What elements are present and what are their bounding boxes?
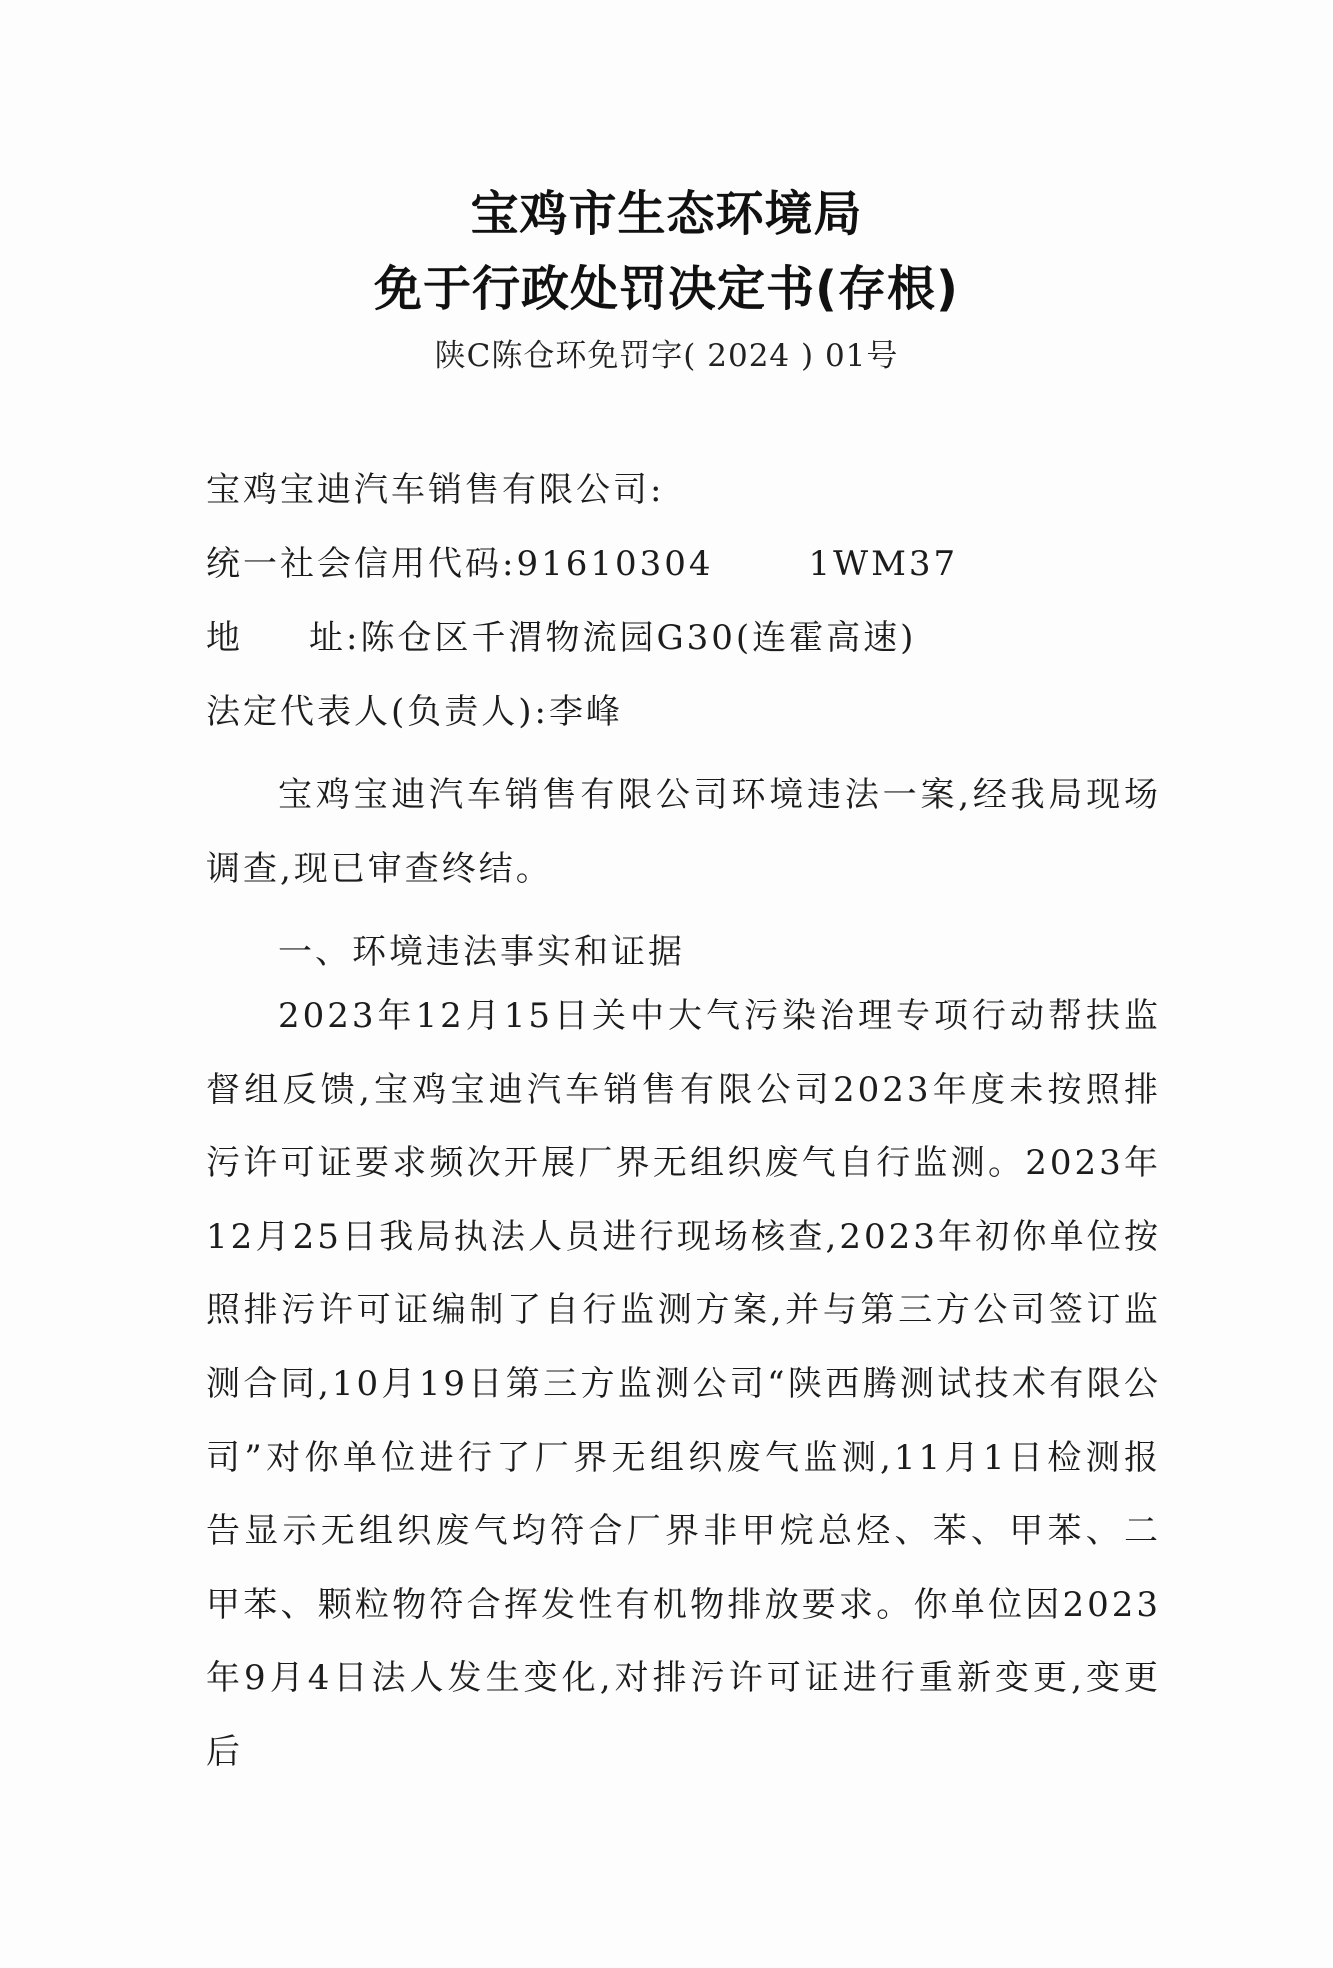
document-title-agency: 宝鸡市生态环境局	[470, 186, 863, 242]
recipient-company: 宝鸡宝迪汽车销售有限公司:	[206, 470, 665, 510]
intro-paragraph: 宝鸡宝迪汽车销售有限公司环境违法一案,经我局现场调查,现已审查终结。	[206, 775, 1161, 889]
legal-rep-label: 法定代表人(负责人):	[206, 692, 549, 732]
credit-code-label: 统一社会信用代码:	[206, 544, 517, 584]
credit-code-suffix: 1WM37	[808, 544, 959, 584]
legal-rep-name: 李峰	[548, 692, 623, 732]
document-number: 陕C陈仓环免罚字( 2024 ) 01号	[434, 338, 899, 374]
credit-code-prefix: 91610304	[516, 544, 714, 584]
credit-code-line	[206, 536, 958, 585]
address-value: 陈仓区千渭物流园G30(连霍高速)	[360, 618, 917, 658]
document-title-type: 免于行政处罚决定书(存根)	[374, 261, 959, 317]
section1-heading: 一、环境违法事实和证据	[278, 932, 685, 972]
legal-rep-line	[206, 684, 623, 733]
section1-paragraph: 2023年12月15日关中大气污染治理专项行动帮扶监督组反馈,宝鸡宝迪汽车销售有限公司2023年度未按照排污许可证要求频次开展厂界无组织废气自行监测。2023年12月25日我局执法人员进行现场核查,2023年初你单位按照排污许可证编制了自行监测方案,并与第三方公司签订监测合同,10月19日第三方监测公司“陕西腾测试技术有限公司”对你单位进行了厂界无组织废气监测,11月1日检测报告显示无组织废气均符合厂界非甲烷总烃、苯、甲苯、二甲苯、颗粒物符合挥发性有机物排放要求。你单位因2023年9月4日法人发生变化,对排污许可证进行重新变更,变更后	[206, 996, 1161, 1772]
address-label-char1: 地	[206, 618, 243, 658]
address-label-char2: 址:	[309, 618, 361, 658]
address-line	[206, 610, 916, 659]
